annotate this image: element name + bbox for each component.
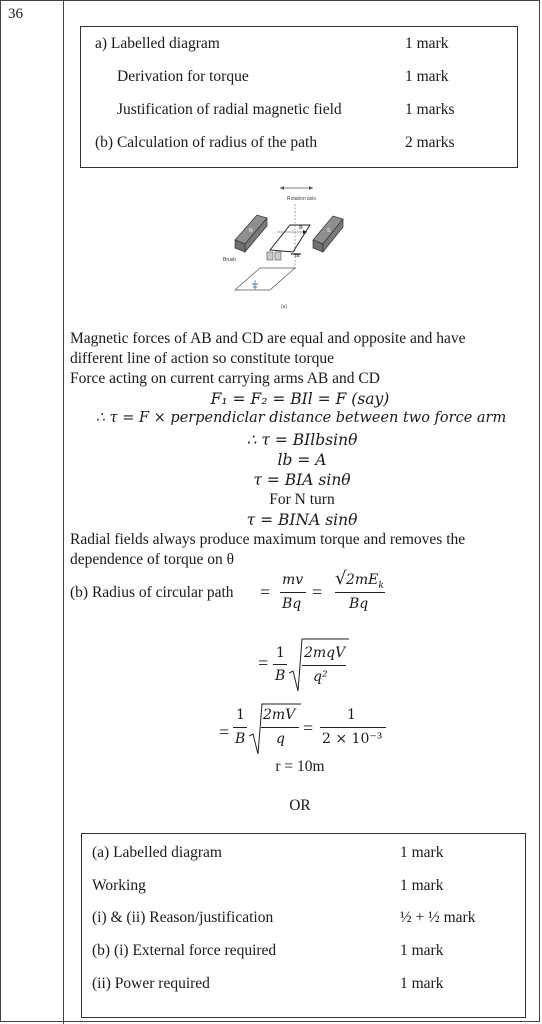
force-statement: Force acting on current carrying arms AB and CD [70,370,380,387]
bq-denominator: Bq [349,596,369,612]
equation-torque-definition: ∴ τ = F × perpendiclar distance between two force arm [95,410,507,426]
scheme-a-item: a) Labelled diagram [95,35,220,52]
sqrt-2mek-numerator: $2mE_k$ [346,572,384,591]
b-denominator: B [275,668,286,684]
north-pole-label: N [249,228,253,234]
marking-scheme-table-a [80,26,518,168]
south-pole-label: S [327,228,331,234]
equals-sign: = [219,722,230,742]
radius-label: (b) Radius of circular path [70,584,234,601]
solution-intro-line1: Magnetic forces of AB and CD are equal and opposite and have [70,330,466,347]
fraction-bar [273,664,287,665]
scheme-b-item: (a) Labelled diagram [92,844,222,861]
equation-torque-bilbsin: ∴ τ = BIlbsinθ [246,431,358,449]
radius-result: r = 10m [275,758,325,775]
mv-numerator: mv [282,572,304,588]
one-numerator: 1 [236,707,245,723]
equals-sign: = [312,582,323,602]
moment-m-label: m [295,253,300,259]
sqrt-sign: √ [335,568,347,589]
fraction-bar [320,727,386,728]
scheme-a-marks: 1 marks [405,101,455,118]
2mqv-numerator: 2mqV [304,645,346,661]
scheme-a-marks: 1 mark [405,68,449,85]
or-divider: OR [289,797,311,814]
question-number: 36 [8,6,23,22]
radial-field-line1: Radial fields always produce maximum torque and removes the [70,531,466,548]
scheme-b-item: (b) (i) External force required [92,942,277,959]
equals-sign: = [260,582,271,602]
scheme-b-item: (ii) Power required [92,975,210,992]
q-squared-denominator: q² [313,669,328,685]
galvanometer-coil-diagram [215,180,355,315]
radial-field-line2: dependence of torque on θ [70,551,235,568]
equals-sign: = [258,653,269,673]
scheme-b-marks: 1 mark [400,877,444,894]
scheme-a-item: (b) Calculation of radius of the path [95,134,318,151]
equation-torque-bia: τ = BIA sinθ [253,471,351,489]
fraction-bar [280,592,306,593]
scheme-a-item: Derivation for torque [117,68,249,85]
scheme-a-item: Justification of radial magnetic field [117,101,342,118]
fraction-bar [335,592,385,593]
scheme-b-marks: 1 mark [400,942,444,959]
bq-denominator: Bq [282,596,302,612]
equation-torque-bina: τ = BINA sinθ [246,511,358,529]
2mv-numerator: 2mV [263,707,296,723]
solution-intro-line2: different line of action so constitute torque [70,350,334,367]
question-number-column [0,0,64,1024]
field-b-label: B [299,225,303,231]
rhs-numerator: 1 [347,707,356,723]
rhs-denominator: 2 × 10⁻³ [322,731,383,747]
one-numerator: 1 [276,645,285,661]
fraction-bar [261,727,299,728]
figure-caption: (a) [281,304,288,310]
scheme-b-marks: 1 mark [400,975,444,992]
scheme-b-marks: 1 mark [400,844,444,861]
n-turn-label: For N turn [269,491,335,508]
scheme-b-marks: ½ + ½ mark [400,909,476,926]
q-denominator: q [276,731,285,747]
equals-sign: = [303,718,314,738]
scheme-a-marks: 2 marks [405,134,455,151]
fraction-bar [233,727,247,728]
scheme-b-item: Working [92,877,146,894]
scheme-a-marks: 1 mark [405,35,449,52]
fraction-bar [302,665,346,666]
coil-loop [270,225,310,252]
equation-area: lb = A [277,451,327,469]
scheme-b-item: (i) & (ii) Reason/justification [92,909,274,926]
b-denominator: B [235,731,246,747]
brush-label: Brush [223,257,237,263]
rotation-axis-label: Rotation axis [287,196,316,202]
marking-scheme-table-b [81,833,526,1018]
equation-forces: F₁ = F₂ = BIl = F (say) [210,390,390,408]
